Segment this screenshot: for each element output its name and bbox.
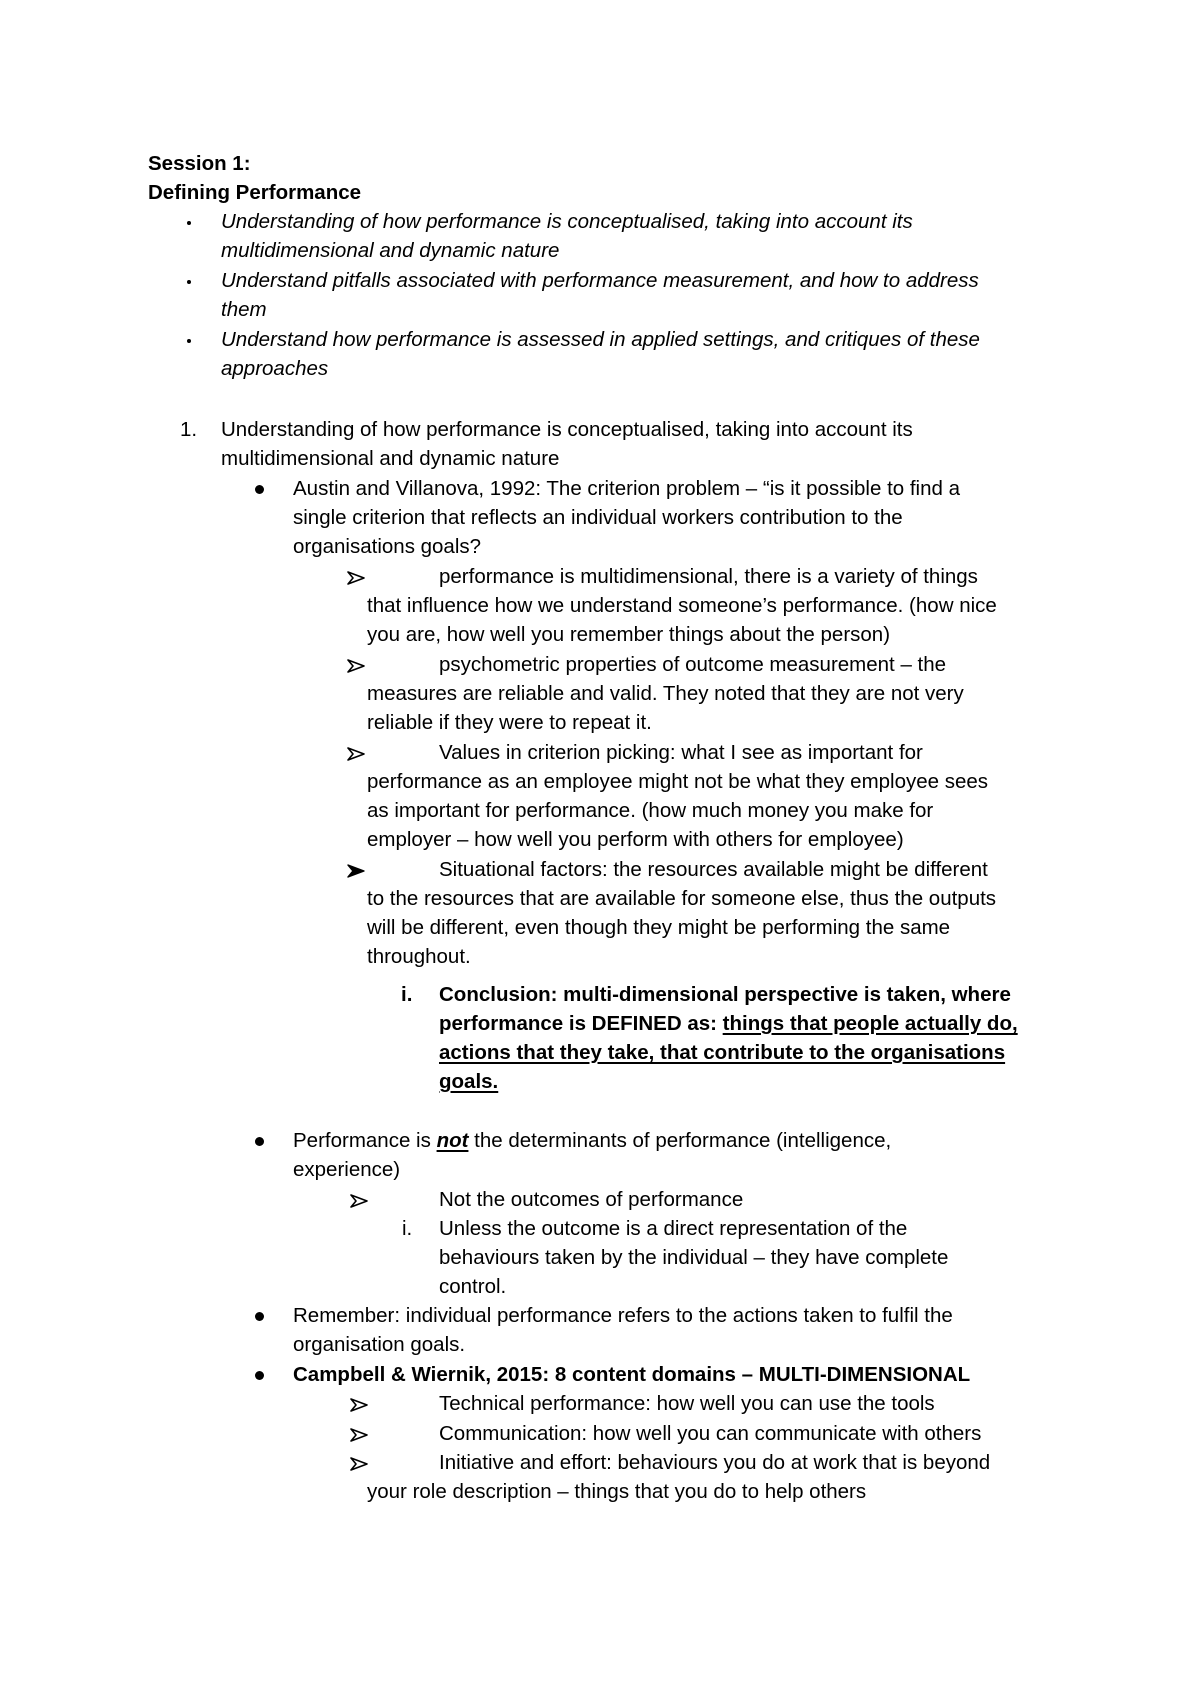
austin-line3: organisations goals? xyxy=(293,535,482,558)
sub-line2: behaviours taken by the individual – they have complete xyxy=(439,1246,949,1269)
conclusion-line1: Conclusion: multi-dimensional perspective is taken, where xyxy=(439,983,1011,1006)
conclusion-line2 xyxy=(439,1009,1018,1039)
bullet-icon xyxy=(187,221,191,225)
definition-underlined: things that people actually do, xyxy=(722,1012,1018,1035)
domain-item: Communication: how well you can communicate with others xyxy=(439,1422,982,1445)
section-heading-line1: Understanding of how performance is conceptualised, taking into account its xyxy=(221,418,913,441)
point-4-line2: to the resources that are available for someone else, thus the outputs xyxy=(367,887,997,910)
domain-item: Technical performance: how well you can use the tools xyxy=(439,1392,935,1415)
arrow-bullet-icon xyxy=(347,747,365,761)
domain-item-continuation: your role description – things that you do to help others xyxy=(367,1480,867,1503)
bullet-icon xyxy=(255,1371,264,1380)
remember-line2: organisation goals. xyxy=(293,1333,466,1356)
bullet-icon xyxy=(255,1137,264,1146)
objective-1-line2: multidimensional and dynamic nature xyxy=(221,239,560,262)
point-3-line3: as important for performance. (how much money you make for xyxy=(367,799,934,822)
not-determinants-line1 xyxy=(293,1126,891,1156)
campbell-title: Campbell & Wiernik, 2015: 8 content domains – MULTI-DIMENSIONAL xyxy=(293,1363,971,1386)
arrow-bullet-icon xyxy=(347,571,365,585)
conclusion-line2-prefix: performance is DEFINED as: xyxy=(439,1012,723,1035)
section-heading-line2: multidimensional and dynamic nature xyxy=(221,447,560,470)
bullet-icon xyxy=(187,280,191,284)
austin-line2: single criterion that reflects an individual workers contribution to the xyxy=(293,506,903,529)
objective-2-line1: Understand pitfalls associated with performance measurement, and how to address xyxy=(221,269,979,292)
point-4-line3: will be different, even though they might be performing the same xyxy=(367,916,951,939)
objective-2-line2: them xyxy=(221,298,267,321)
point-1-line2: that influence how we understand someone’s performance. (how nice xyxy=(367,594,997,617)
point-4-line4: throughout. xyxy=(367,945,471,968)
section-number: 1. xyxy=(180,418,198,441)
emphasis-not: not xyxy=(436,1129,469,1152)
not-outcomes-item: Not the outcomes of performance xyxy=(439,1188,744,1211)
conclusion-line4: goals. xyxy=(439,1070,499,1093)
not-determinants-before: Performance is xyxy=(293,1129,437,1152)
point-2-line3: reliable if they were to repeat it. xyxy=(367,711,652,734)
conclusion-numeral: i. xyxy=(401,983,413,1006)
objective-3-line2: approaches xyxy=(221,357,329,380)
point-3-first: Values in criterion picking: what I see as important for xyxy=(439,741,923,764)
arrow-bullet-icon xyxy=(347,864,365,878)
not-determinants-line2: experience) xyxy=(293,1158,401,1181)
arrow-bullet-icon xyxy=(350,1457,368,1471)
arrow-bullet-icon xyxy=(350,1194,368,1208)
bullet-icon xyxy=(187,339,191,343)
bullet-icon xyxy=(255,485,264,494)
arrow-bullet-icon xyxy=(350,1398,368,1412)
sub-numeral: i. xyxy=(402,1217,413,1240)
point-3-line4: employer – how well you perform with others for employee) xyxy=(367,828,904,851)
bullet-icon xyxy=(255,1312,264,1321)
session-title: Session 1: xyxy=(148,152,251,175)
point-2-line2: measures are reliable and valid. They noted that they are not very xyxy=(367,682,964,705)
conclusion-line3: actions that they take, that contribute to the organisations xyxy=(439,1041,1006,1064)
topic-title: Defining Performance xyxy=(148,181,362,204)
sub-line1: Unless the outcome is a direct representation of the xyxy=(439,1217,908,1240)
point-3-line2: performance as an employee might not be what they employee sees xyxy=(367,770,989,793)
objective-1-line1: Understanding of how performance is conceptualised, taking into account its xyxy=(221,210,913,233)
point-1-first: performance is multidimensional, there is a variety of things xyxy=(439,565,978,588)
point-4-first: Situational factors: the resources available might be different xyxy=(439,858,988,881)
point-2-first: psychometric properties of outcome measurement – the xyxy=(439,653,947,676)
arrow-bullet-icon xyxy=(347,659,365,673)
objective-3-line1: Understand how performance is assessed in applied settings, and critiques of these xyxy=(221,328,980,351)
domain-item: Initiative and effort: behaviours you do at work that is beyond xyxy=(439,1451,991,1474)
austin-line1: Austin and Villanova, 1992: The criterion problem – “is it possible to find a xyxy=(293,477,961,500)
arrow-bullet-icon xyxy=(350,1428,368,1442)
remember-line1: Remember: individual performance refers to the actions taken to fulfil the xyxy=(293,1304,953,1327)
not-determinants-after: the determinants of performance (intelligence, xyxy=(468,1129,892,1152)
sub-line3: control. xyxy=(439,1275,507,1298)
point-1-line3: you are, how well you remember things about the person) xyxy=(367,623,891,646)
